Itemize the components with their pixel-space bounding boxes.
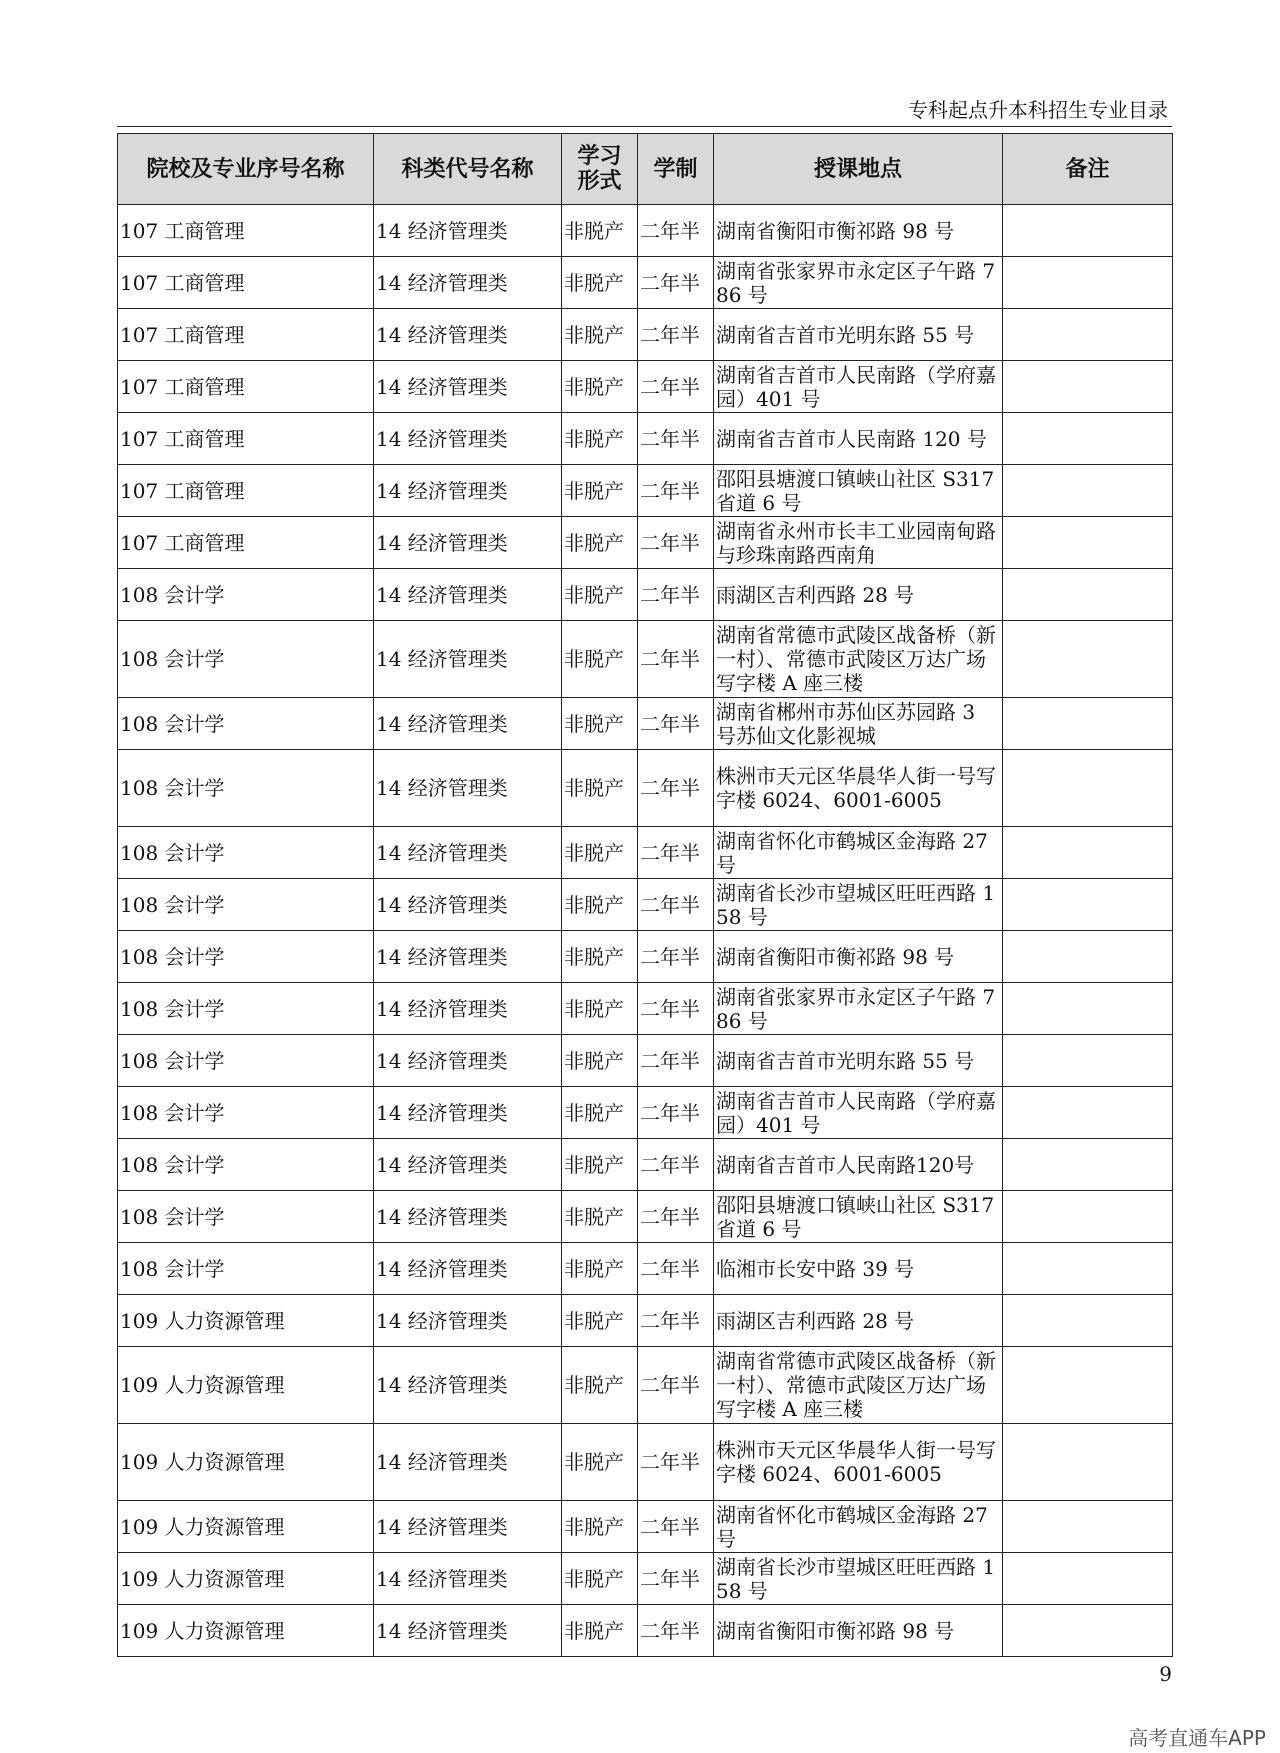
cell-major: 107 工商管理 [118,361,374,413]
cell-category: 14 经济管理类 [374,1139,562,1191]
cell-location: 株洲市天元区华晨华人街一号写字楼 6024、6001-6005 [714,750,1003,827]
cell-category: 14 经济管理类 [374,1295,562,1347]
cell-note [1003,1347,1173,1424]
cell-major: 107 工商管理 [118,205,374,257]
cell-major: 107 工商管理 [118,517,374,569]
cell-study-form: 非脱产 [562,621,638,698]
cell-note [1003,1139,1173,1191]
cell-major: 108 会计学 [118,1035,374,1087]
cell-study-form: 非脱产 [562,1295,638,1347]
cell-location: 湖南省常德市武陵区战备桥（新一村）、常德市武陵区万达广场写字楼 A 座三楼 [714,621,1003,698]
watermark: 高考直通车APP [1128,1726,1266,1750]
cell-duration: 二年半 [638,1501,714,1553]
cell-study-form: 非脱产 [562,983,638,1035]
table-row [118,1035,1173,1087]
cell-study-form: 非脱产 [562,1243,638,1295]
cell-major: 107 工商管理 [118,257,374,309]
page-number: 9 [1159,1662,1172,1686]
cell-major: 109 人力资源管理 [118,1347,374,1424]
table-row [118,827,1173,879]
cell-major: 109 人力资源管理 [118,1553,374,1605]
cell-location: 湖南省永州市长丰工业园南甸路与珍珠南路西南角 [714,517,1003,569]
cell-study-form: 非脱产 [562,361,638,413]
cell-category: 14 经济管理类 [374,1035,562,1087]
cell-duration: 二年半 [638,1424,714,1501]
cell-category: 14 经济管理类 [374,983,562,1035]
cell-location: 湖南省吉首市人民南路（学府嘉园）401 号 [714,361,1003,413]
cell-major: 108 会计学 [118,1243,374,1295]
cell-duration: 二年半 [638,827,714,879]
cell-study-form: 非脱产 [562,1501,638,1553]
cell-major: 108 会计学 [118,750,374,827]
cell-major: 108 会计学 [118,1191,374,1243]
cell-study-form: 非脱产 [562,931,638,983]
table-row [118,361,1173,413]
table-row [118,983,1173,1035]
cell-major: 108 会计学 [118,879,374,931]
cell-duration: 二年半 [638,309,714,361]
cell-duration: 二年半 [638,257,714,309]
table-row [118,1139,1173,1191]
document-title: 专科起点升本科招生专业目录 [908,98,1168,122]
cell-study-form: 非脱产 [562,698,638,750]
cell-note [1003,931,1173,983]
cell-category: 14 经济管理类 [374,1087,562,1139]
cell-study-form: 非脱产 [562,750,638,827]
cell-major: 109 人力资源管理 [118,1501,374,1553]
cell-note [1003,983,1173,1035]
cell-category: 14 经济管理类 [374,309,562,361]
table-row [118,1501,1173,1553]
cell-location: 湖南省郴州市苏仙区苏园路 3 号苏仙文化影视城 [714,698,1003,750]
cell-category: 14 经济管理类 [374,1243,562,1295]
cell-category: 14 经济管理类 [374,750,562,827]
table-row [118,1424,1173,1501]
cell-category: 14 经济管理类 [374,1553,562,1605]
table-row [118,309,1173,361]
cell-note [1003,257,1173,309]
cell-duration: 二年半 [638,465,714,517]
table-row [118,1243,1173,1295]
cell-duration: 二年半 [638,1347,714,1424]
cell-duration: 二年半 [638,413,714,465]
cell-note [1003,1424,1173,1501]
cell-duration: 二年半 [638,1191,714,1243]
cell-category: 14 经济管理类 [374,1347,562,1424]
cell-note [1003,309,1173,361]
cell-location: 湖南省长沙市望城区旺旺西路 158 号 [714,879,1003,931]
cell-major: 108 会计学 [118,621,374,698]
cell-study-form: 非脱产 [562,517,638,569]
header-school-major: 院校及专业序号名称 [118,134,374,205]
cell-note [1003,1087,1173,1139]
table-row [118,1347,1173,1424]
cell-study-form: 非脱产 [562,1347,638,1424]
cell-note [1003,879,1173,931]
cell-note [1003,1035,1173,1087]
cell-location: 湖南省张家界市永定区子午路 786 号 [714,983,1003,1035]
table-row [118,698,1173,750]
cell-study-form: 非脱产 [562,309,638,361]
cell-study-form: 非脱产 [562,205,638,257]
cell-study-form: 非脱产 [562,257,638,309]
cell-category: 14 经济管理类 [374,465,562,517]
cell-duration: 二年半 [638,621,714,698]
header-location: 授课地点 [714,134,1003,205]
cell-location: 湖南省长沙市望城区旺旺西路 158 号 [714,1553,1003,1605]
cell-location: 湖南省衡阳市衡祁路 98 号 [714,931,1003,983]
cell-study-form: 非脱产 [562,827,638,879]
cell-location: 雨湖区吉利西路 28 号 [714,1295,1003,1347]
header-study-form-line1: 学习 [577,144,622,169]
cell-note [1003,698,1173,750]
cell-location: 湖南省怀化市鹤城区金海路 27 号 [714,827,1003,879]
cell-study-form: 非脱产 [562,413,638,465]
cell-major: 108 会计学 [118,983,374,1035]
table-row [118,931,1173,983]
cell-category: 14 经济管理类 [374,1191,562,1243]
cell-location: 湖南省怀化市鹤城区金海路 27 号 [714,1501,1003,1553]
cell-category: 14 经济管理类 [374,257,562,309]
cell-note [1003,827,1173,879]
cell-location: 湖南省吉首市人民南路120号 [714,1139,1003,1191]
cell-duration: 二年半 [638,1605,714,1657]
cell-location: 临湘市长安中路 39 号 [714,1243,1003,1295]
cell-study-form: 非脱产 [562,1035,638,1087]
cell-category: 14 经济管理类 [374,931,562,983]
header-notes: 备注 [1003,134,1173,205]
cell-major: 108 会计学 [118,698,374,750]
header-study-form [562,134,638,205]
cell-note [1003,205,1173,257]
cell-location: 湖南省常德市武陵区战备桥（新一村）、常德市武陵区万达广场写字楼 A 座三楼 [714,1347,1003,1424]
cell-study-form: 非脱产 [562,465,638,517]
cell-major: 107 工商管理 [118,413,374,465]
cell-note [1003,750,1173,827]
cell-major: 108 会计学 [118,827,374,879]
cell-location: 湖南省吉首市光明东路 55 号 [714,1035,1003,1087]
table-row [118,1553,1173,1605]
table-row [118,1087,1173,1139]
cell-duration: 二年半 [638,1553,714,1605]
table-row [118,1295,1173,1347]
cell-category: 14 经济管理类 [374,698,562,750]
cell-category: 14 经济管理类 [374,1605,562,1657]
cell-duration: 二年半 [638,931,714,983]
cell-note [1003,1553,1173,1605]
table-row [118,257,1173,309]
cell-note [1003,361,1173,413]
cell-duration: 二年半 [638,1243,714,1295]
cell-note [1003,1605,1173,1657]
cell-note [1003,1295,1173,1347]
cell-note [1003,569,1173,621]
cell-location: 株洲市天元区华晨华人街一号写字楼 6024、6001-6005 [714,1424,1003,1501]
cell-duration: 二年半 [638,1139,714,1191]
header-study-form-line2: 形式 [577,169,622,194]
cell-location: 湖南省张家界市永定区子午路 786 号 [714,257,1003,309]
table-row [118,1605,1173,1657]
table-row [118,621,1173,698]
cell-duration: 二年半 [638,750,714,827]
cell-duration: 二年半 [638,1295,714,1347]
cell-category: 14 经济管理类 [374,361,562,413]
cell-study-form: 非脱产 [562,1424,638,1501]
cell-note [1003,1501,1173,1553]
table-row [118,750,1173,827]
table-row [118,569,1173,621]
cell-duration: 二年半 [638,517,714,569]
cell-major: 108 会计学 [118,1087,374,1139]
cell-study-form: 非脱产 [562,1553,638,1605]
table-row [118,517,1173,569]
cell-duration: 二年半 [638,983,714,1035]
cell-duration: 二年半 [638,205,714,257]
cell-major: 108 会计学 [118,569,374,621]
table-row [118,413,1173,465]
cell-major: 108 会计学 [118,931,374,983]
major-catalog-table [117,133,1173,1657]
cell-location: 邵阳县塘渡口镇峡山社区 S317 省道 6 号 [714,465,1003,517]
cell-major: 109 人力资源管理 [118,1605,374,1657]
table-row [118,465,1173,517]
cell-study-form: 非脱产 [562,1191,638,1243]
cell-category: 14 经济管理类 [374,569,562,621]
cell-study-form: 非脱产 [562,1087,638,1139]
cell-category: 14 经济管理类 [374,827,562,879]
table-header-row [118,134,1173,205]
cell-location: 湖南省吉首市光明东路 55 号 [714,309,1003,361]
cell-note [1003,1191,1173,1243]
table-row [118,1191,1173,1243]
cell-location: 湖南省吉首市人民南路（学府嘉园）401 号 [714,1087,1003,1139]
cell-note [1003,413,1173,465]
cell-location: 邵阳县塘渡口镇峡山社区 S317 省道 6 号 [714,1191,1003,1243]
cell-location: 湖南省吉首市人民南路 120 号 [714,413,1003,465]
table-row [118,205,1173,257]
cell-major: 108 会计学 [118,1139,374,1191]
cell-note [1003,621,1173,698]
cell-duration: 二年半 [638,1087,714,1139]
cell-duration: 二年半 [638,698,714,750]
cell-duration: 二年半 [638,569,714,621]
cell-category: 14 经济管理类 [374,413,562,465]
cell-major: 107 工商管理 [118,309,374,361]
table-row [118,879,1173,931]
cell-category: 14 经济管理类 [374,621,562,698]
cell-note [1003,1243,1173,1295]
table-body [118,205,1173,1657]
cell-study-form: 非脱产 [562,569,638,621]
cell-study-form: 非脱产 [562,1139,638,1191]
page-header [117,90,1172,127]
header-category: 科类代号名称 [374,134,562,205]
cell-study-form: 非脱产 [562,879,638,931]
cell-duration: 二年半 [638,879,714,931]
cell-major: 109 人力资源管理 [118,1295,374,1347]
cell-study-form: 非脱产 [562,1605,638,1657]
cell-note [1003,517,1173,569]
cell-category: 14 经济管理类 [374,879,562,931]
cell-duration: 二年半 [638,1035,714,1087]
cell-major: 109 人力资源管理 [118,1424,374,1501]
cell-category: 14 经济管理类 [374,205,562,257]
cell-category: 14 经济管理类 [374,517,562,569]
cell-category: 14 经济管理类 [374,1501,562,1553]
cell-location: 湖南省衡阳市衡祁路 98 号 [714,1605,1003,1657]
cell-location: 雨湖区吉利西路 28 号 [714,569,1003,621]
cell-note [1003,465,1173,517]
cell-category: 14 经济管理类 [374,1424,562,1501]
cell-major: 107 工商管理 [118,465,374,517]
cell-duration: 二年半 [638,361,714,413]
cell-location: 湖南省衡阳市衡祁路 98 号 [714,205,1003,257]
header-duration: 学制 [638,134,714,205]
